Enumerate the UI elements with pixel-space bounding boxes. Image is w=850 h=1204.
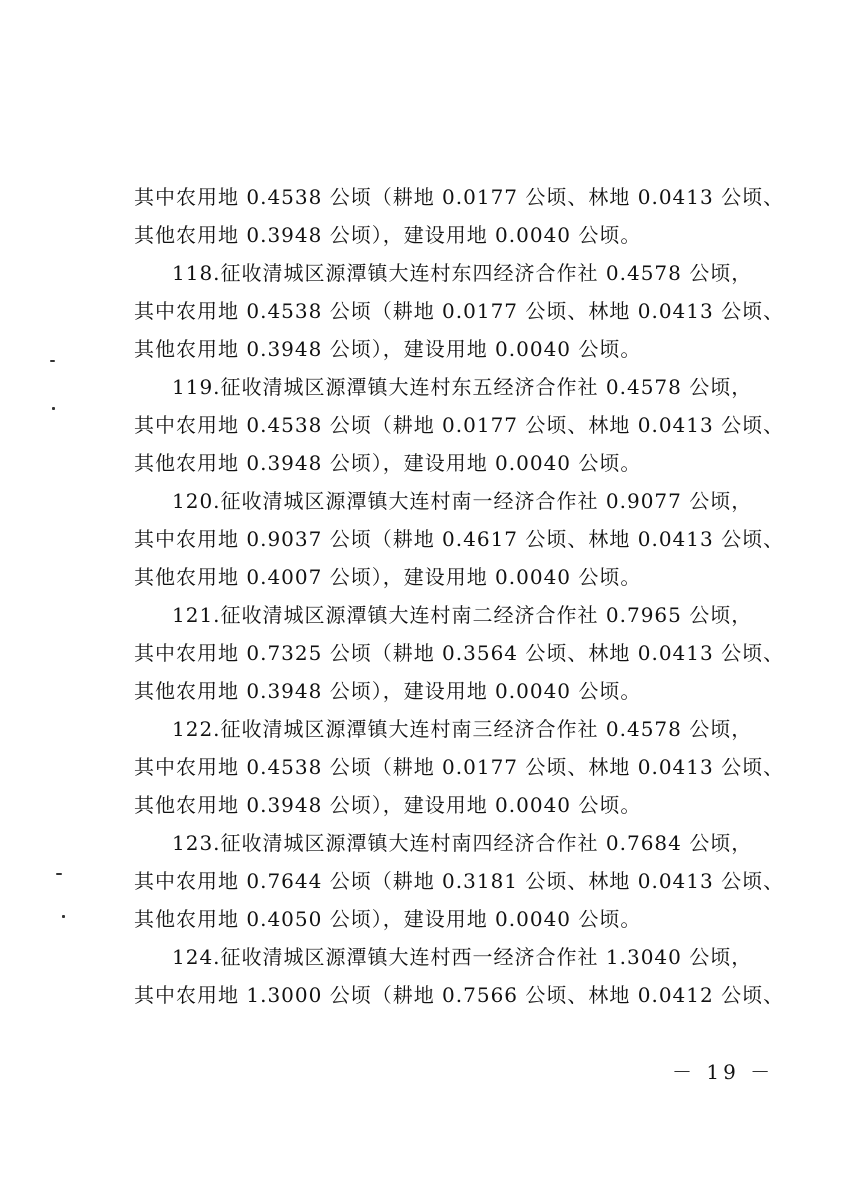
text-line: 其他农用地 0.3948 公顷），建设用地 0.0040 公顷。 [134,337,642,361]
item-121-heading: 121.征收清城区源潭镇大连村南二经济合作社 0.7965 公顷， [172,603,753,627]
text-line: 其他农用地 0.3948 公顷），建设用地 0.0040 公顷。 [134,793,642,817]
text-line: 其他农用地 0.4007 公顷），建设用地 0.0040 公顷。 [134,565,642,589]
text-line: 其他农用地 0.3948 公顷），建设用地 0.0040 公顷。 [134,679,642,703]
text-line: 其中农用地 0.4538 公顷（耕地 0.0177 公顷、林地 0.0413 公顷、 [134,299,785,323]
text-line: 其中农用地 1.3000 公顷（耕地 0.7566 公顷、林地 0.0412 公顷、 [134,983,785,1007]
text-line: 其中农用地 0.9037 公顷（耕地 0.4617 公顷、林地 0.0413 公顷、 [134,527,785,551]
text-line: 其他农用地 0.4050 公顷），建设用地 0.0040 公顷。 [134,907,642,931]
scan-speck [62,915,65,918]
item-123-heading: 123.征收清城区源潭镇大连村南四经济合作社 0.7684 公顷， [172,831,753,855]
text-line: 其中农用地 0.7325 公顷（耕地 0.3564 公顷、林地 0.0413 公顷、 [134,641,785,665]
text-line: 其中农用地 0.4538 公顷（耕地 0.0177 公顷、林地 0.0413 公顷、 [134,755,785,779]
text-line: 其中农用地 0.4538 公顷（耕地 0.0177 公顷、林地 0.0413 公顷、 [134,413,785,437]
text-line: 其他农用地 0.3948 公顷），建设用地 0.0040 公顷。 [134,223,642,247]
text-line: 其他农用地 0.3948 公顷），建设用地 0.0040 公顷。 [134,451,642,475]
scan-speck [56,873,62,875]
text-line: 其中农用地 0.4538 公顷（耕地 0.0177 公顷、林地 0.0413 公顷、 [134,185,785,209]
item-120-heading: 120.征收清城区源潭镇大连村南一经济合作社 0.9077 公顷， [172,489,753,513]
scan-speck [50,360,55,362]
item-124-heading: 124.征收清城区源潭镇大连村西一经济合作社 1.3040 公顷， [172,945,753,969]
text-line: 其中农用地 0.7644 公顷（耕地 0.3181 公顷、林地 0.0413 公顷、 [134,869,785,893]
item-118-heading: 118.征收清城区源潭镇大连村东四经济合作社 0.4578 公顷， [172,261,753,285]
item-122-heading: 122.征收清城区源潭镇大连村南三经济合作社 0.4578 公顷， [172,717,753,741]
page-number: － 19 － [672,1060,775,1084]
item-119-heading: 119.征收清城区源潭镇大连村东五经济合作社 0.4578 公顷， [172,375,753,399]
scan-speck [52,407,55,410]
